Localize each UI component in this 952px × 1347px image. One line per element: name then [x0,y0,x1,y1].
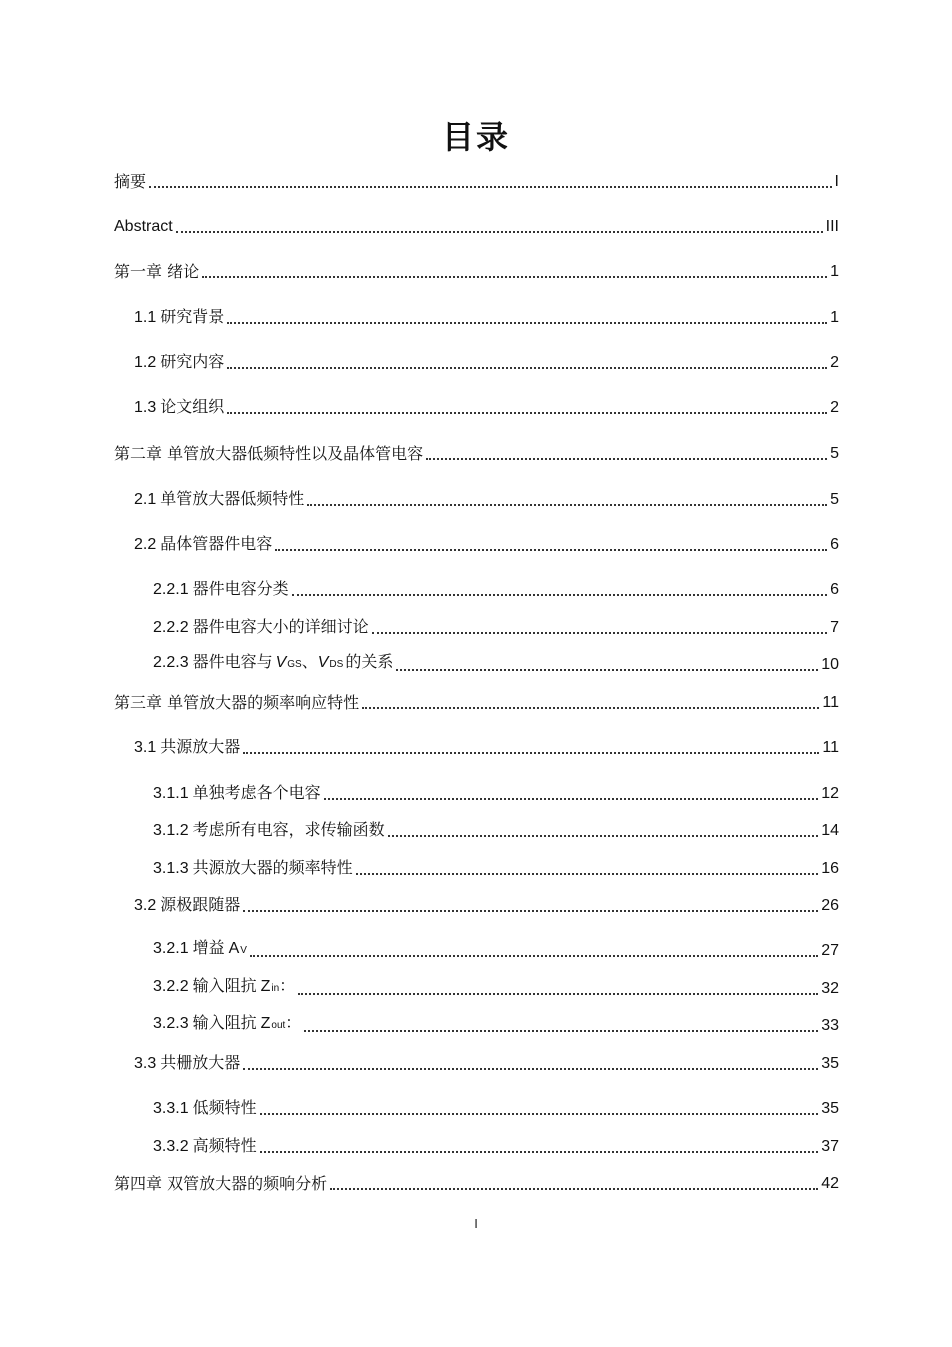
toc-entry-page: 37 [821,1138,839,1155]
toc-entry-chapter-4[interactable] [114,1170,839,1194]
toc-entry-label: 摘要 [114,172,147,191]
dot-leader [356,873,819,875]
toc-entry-label: 3.2.2 输入阻抗 Z in ： [153,976,296,995]
toc-entry-3-3-2[interactable] [153,1133,839,1157]
toc-entry-page: I [834,173,839,190]
toc-entry-page: 26 [821,897,839,914]
toc-entry-page: 5 [830,491,839,508]
toc-entry-1-3[interactable] [134,394,839,418]
toc-entry-label: 第四章 双管放大器的频响分析 [114,1174,328,1193]
toc-entry-label: Abstract [114,218,173,235]
toc-entry-3-1-2[interactable] [153,817,839,841]
dot-leader [260,1151,819,1153]
toc-entry-page: III [825,218,839,235]
toc-entry-label: 3.3 共栅放大器 [134,1053,241,1072]
toc-entry-page: 16 [821,860,839,877]
dot-leader [243,1068,818,1070]
toc-entry-label: 2.1 单管放大器低频特性 [134,489,305,508]
symbol-z: Z [260,1015,271,1032]
toc-entry-3-2-1[interactable] [153,937,839,961]
symbol-z: Z [260,978,271,995]
dot-leader [372,632,827,634]
dot-leader [362,707,819,709]
toc-entry-1-1[interactable] [134,304,839,328]
dot-leader [292,594,827,596]
toc-entry-abstract-cn[interactable] [114,168,839,192]
toc-entry-chapter-3[interactable] [114,689,839,713]
toc-entry-label: 3.2.1 增益 A V [153,938,247,957]
dot-leader [250,955,818,957]
toc-entry-label: 3.1 共源放大器 [134,737,241,756]
dot-leader [149,186,832,188]
toc-entry-3-3-1[interactable] [153,1095,839,1119]
toc-entry-page: 35 [821,1055,839,1072]
toc-entry-label: 2.2.3 器件电容与 V GS 、 V DS 的关系 [153,652,394,671]
toc-entry-page: 14 [821,822,839,839]
toc-entry-page: 32 [821,980,839,997]
dot-leader [227,367,827,369]
toc-entry-page: 6 [830,581,839,598]
toc-entry-page: 42 [821,1175,839,1192]
dot-leader [298,993,818,995]
dot-leader [330,1188,818,1190]
toc-entry-2-2-1[interactable] [153,576,839,600]
toc-entry-3-2-2[interactable] [153,975,839,999]
dot-leader [243,910,818,912]
toc-entry-label: 3.1.2 考虑所有电容，求传输函数 [153,820,385,839]
toc-entry-label: 3.1.3 共源放大器的频率特性 [153,858,353,877]
toc-entry-label: 3.3.2 高频特性 [153,1136,257,1155]
dot-leader [202,276,827,278]
toc-entry-label: 第二章 单管放大器低频特性以及晶体管电容 [114,444,424,463]
toc-entry-chapter-1[interactable] [114,258,839,282]
toc-entry-label: 2.2 晶体管器件电容 [134,534,273,553]
toc-entry-page: 12 [821,785,839,802]
toc-entry-label: 2.2.2 器件电容大小的详细讨论 [153,617,369,636]
toc-entry-3-2[interactable] [134,892,839,916]
toc-entry-abstract-en[interactable] [114,213,839,237]
dot-leader [243,752,819,754]
toc-entry-page: 1 [830,263,839,280]
toc-entry-page: 35 [821,1100,839,1117]
toc-entry-page: 11 [822,694,839,711]
dot-leader [304,1030,818,1032]
symbol-a: A [228,940,240,957]
toc-entry-label: 3.2 源极跟随器 [134,895,241,914]
dot-leader [176,231,823,233]
dot-leader [275,549,827,551]
dot-leader [227,412,827,414]
toc-entry-label: 3.3.1 低频特性 [153,1098,257,1117]
toc-entry-label: 第三章 单管放大器的频率响应特性 [114,693,360,712]
page-number: I [474,1216,478,1231]
toc-entry-2-2-2[interactable] [153,614,839,638]
toc-entry-page: 7 [830,619,839,636]
dot-leader [396,669,818,671]
toc-entry-label: 1.1 研究背景 [134,307,225,326]
toc-entry-page: 6 [830,536,839,553]
toc-entry-3-3[interactable] [134,1050,839,1074]
toc-entry-label: 3.1.1 单独考虑各个电容 [153,783,321,802]
toc-entry-page: 11 [822,739,839,756]
toc-entry-chapter-2[interactable] [114,440,839,464]
toc-entry-2-2-3[interactable] [153,651,839,675]
toc-entry-2-2[interactable] [134,531,839,555]
dot-leader [260,1113,819,1115]
toc-entry-3-1-3[interactable] [153,855,839,879]
toc-entry-label: 第一章 绪论 [114,262,200,281]
toc-entry-page: 1 [830,309,839,326]
dot-leader [426,458,827,460]
toc-entry-page: 5 [830,445,839,462]
toc-entry-label: 1.2 研究内容 [134,352,225,371]
symbol-v: V [317,654,329,671]
toc-title: 目录 [441,118,510,156]
dot-leader [227,322,827,324]
toc-entry-3-1[interactable] [134,734,839,758]
dot-leader [324,798,819,800]
toc-entry-1-2[interactable] [134,349,839,373]
toc-entry-page: 27 [821,942,839,959]
toc-entry-3-1-1[interactable] [153,780,839,804]
toc-entry-page: 33 [821,1017,839,1034]
toc-entry-page: 10 [821,656,839,673]
toc-entry-page: 2 [830,354,839,371]
toc-entry-2-1[interactable] [134,486,839,510]
toc-entry-label: 3.2.3 输入阻抗 Z out ： [153,1013,302,1032]
toc-entry-label: 1.3 论文组织 [134,397,225,416]
toc-entry-page: 2 [830,399,839,416]
toc-entry-label: 2.2.1 器件电容分类 [153,579,289,598]
symbol-v: V [275,654,287,671]
toc-entry-3-2-3[interactable] [153,1012,839,1036]
dot-leader [388,835,819,837]
dot-leader [307,504,827,506]
